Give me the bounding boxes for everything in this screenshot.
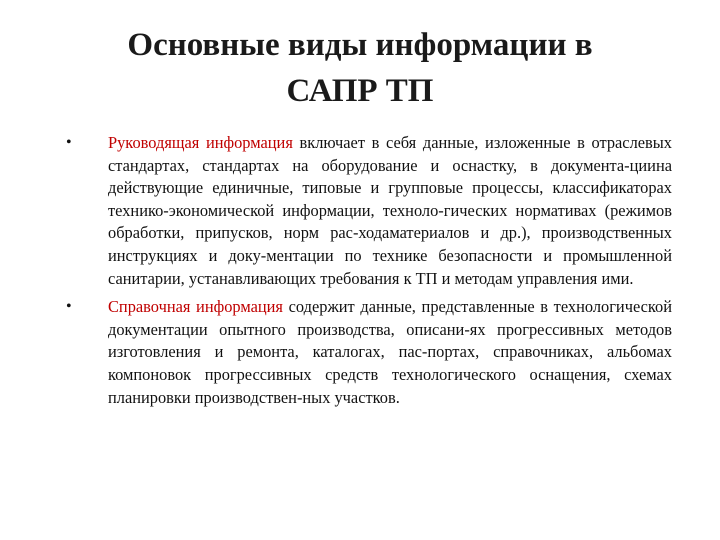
list-item-text: [108, 296, 672, 409]
list-item: [66, 132, 672, 290]
bullet-marker: •: [66, 298, 72, 316]
page-title: [60, 22, 660, 114]
bullet-marker: •: [66, 134, 72, 151]
list-item-body: включает в себя данные, изложенные в отраслевых стандартах, стандартах на оборудование и оснастку, в документа-циина действующие единичные, типовые и групповые процессы, классификаторах технико-экономической информации, техноло-гических нормативах (режимов обработки, припусков, норм рас-ходаматериалов и др.), производственных инструкциях и доку-ментации по технике безопасности и промышленной санитарии, устанавливающих требования к ТП и методам управления ими.: [108, 133, 672, 288]
list-item-body: содержит данные, представленные в технологической документации опытного производства, описани-ях прогрессивных методов изготовления и ремонта, каталогах, пас-портах, справочниках, альбомах компоновок прогрессивных средств технологического оснащения, схемах планировки производствен-ных участков.: [108, 297, 673, 407]
page-title-line-2: САПР ТП: [286, 73, 434, 109]
highlighted-term: Справочная информация: [108, 297, 283, 317]
bullet-list: [66, 132, 672, 409]
highlighted-term: Руководящая информация: [108, 133, 293, 152]
list-item: [66, 296, 672, 409]
list-item-text: [108, 132, 672, 290]
page-title-line-1: Основные виды информации в: [127, 27, 593, 63]
